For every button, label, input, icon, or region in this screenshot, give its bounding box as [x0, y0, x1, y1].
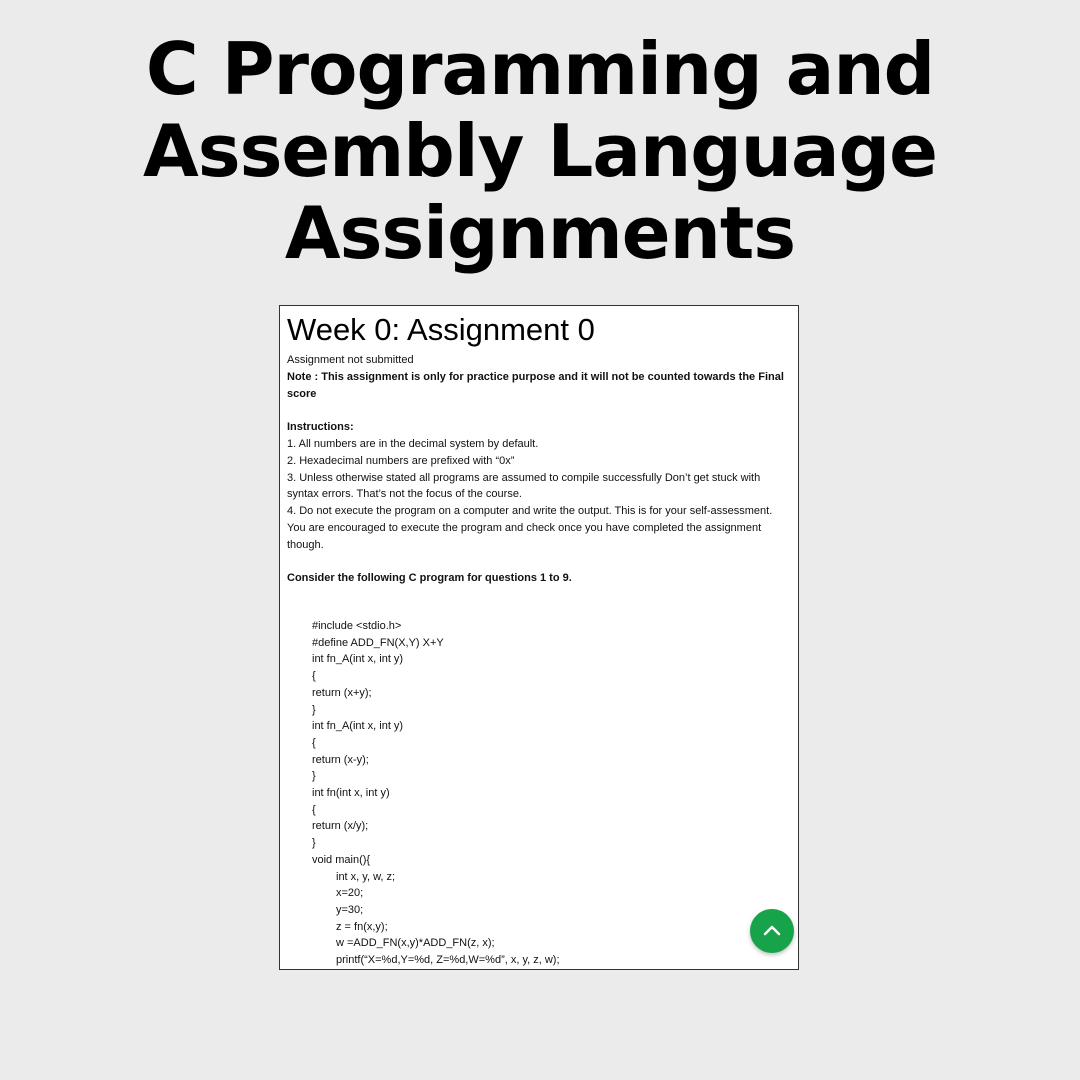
- code-line: {: [312, 736, 316, 749]
- code-line: printf(“X=%d,Y=%d, Z=%d,W=%d”, x, y, z, w);: [336, 954, 560, 967]
- question-context: Consider the following C program for questions 1 to 9.: [287, 572, 572, 585]
- code-line: return (x/y);: [312, 820, 369, 833]
- submission-status: Assignment not submitted: [287, 354, 414, 366]
- code-line: void main(){: [312, 853, 371, 866]
- code-line: y=30;: [336, 903, 364, 916]
- instruction-item: 3. Unless otherwise stated all programs are assumed to compile successfully Don’t get stuck with syntax errors. That’s not the focus of the course.: [287, 471, 761, 501]
- code-line: }: [312, 837, 316, 850]
- headline-line-2: Assembly Language: [143, 109, 937, 193]
- page-headline: [0, 28, 1080, 274]
- instruction-item: 4. Do not execute the program on a computer and write the output. This is for your self-assessment. You are encouraged to execute the program and check once you have completed the assignment though.: [287, 505, 773, 551]
- code-line: {: [312, 670, 316, 683]
- instructions-heading: Instructions:: [287, 421, 354, 434]
- code-line: int fn(int x, int y): [312, 787, 390, 800]
- assignment-screenshot: [279, 305, 799, 970]
- assignment-body: [287, 352, 792, 587]
- code-line: #define ADD_FN(X,Y) X+Y: [312, 636, 444, 649]
- chevron-up-icon: [761, 920, 783, 942]
- code-line: }: [312, 703, 316, 716]
- code-line: x=20;: [336, 887, 364, 900]
- code-line: #include <stdio.h>: [312, 620, 402, 632]
- code-line: return (x+y);: [312, 686, 372, 699]
- code-listing: [312, 618, 560, 969]
- code-line: return (x-y);: [312, 753, 369, 766]
- code-line: int fn_A(int x, int y): [312, 653, 404, 666]
- code-line: w =ADD_FN(x,y)*ADD_FN(z, x);: [336, 937, 495, 950]
- headline-line-1: C Programming and: [145, 27, 935, 111]
- instruction-item: 1. All numbers are in the decimal system by default.: [287, 437, 539, 450]
- code-line: }: [312, 770, 316, 783]
- code-line: int fn_A(int x, int y): [312, 720, 404, 733]
- code-line: int x, y, w, z;: [336, 870, 396, 883]
- headline-line-3: Assignments: [284, 191, 796, 275]
- instruction-item: 2. Hexadecimal numbers are prefixed with “0x”: [287, 454, 515, 467]
- code-line: z = fn(x,y);: [336, 920, 388, 933]
- assignment-title: Week 0: Assignment 0: [287, 312, 595, 347]
- code-line: {: [312, 803, 316, 816]
- scroll-to-top-button[interactable]: [750, 909, 794, 953]
- practice-note: Note : This assignment is only for practice purpose and it will not be counted towards the Final score: [287, 370, 784, 400]
